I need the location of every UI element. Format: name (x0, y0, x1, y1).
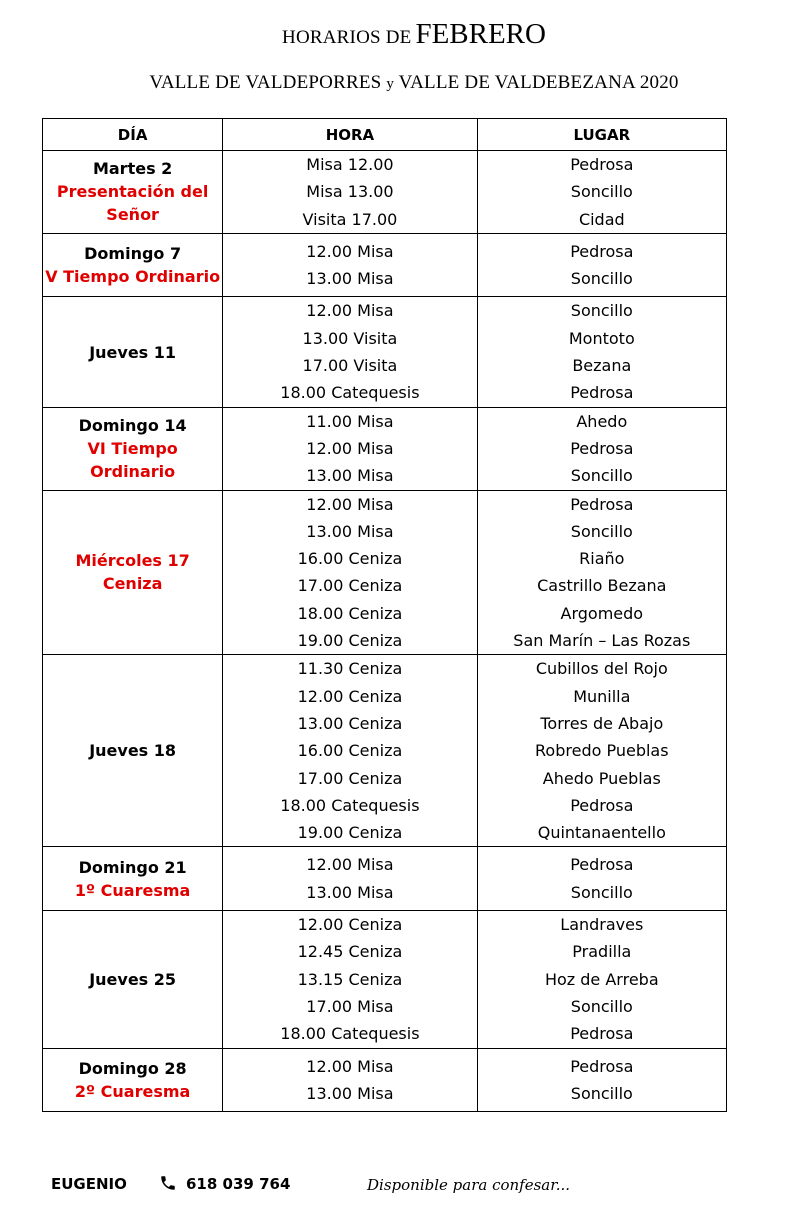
day-label: Jueves 25 (89, 969, 177, 989)
table-row (43, 233, 727, 297)
day-cell (43, 490, 223, 655)
place-cell (477, 655, 726, 847)
time-entry: 12.00 Misa (306, 241, 394, 261)
schedule-table (42, 118, 727, 1112)
place-entry: Bezana (572, 356, 632, 376)
time-entry: 12.00 Ceniza (297, 686, 403, 706)
contact-phone: 618 039 764 (186, 1175, 291, 1193)
time-entry: 13.00 Misa (306, 521, 394, 541)
day-label: Martes 2 (92, 159, 173, 179)
place-entry: Soncillo (570, 269, 633, 289)
time-entry: 17.00 Ceniza (297, 576, 403, 596)
day-cell (43, 297, 223, 407)
time-entry: 12.00 Misa (306, 855, 394, 875)
day-cell (43, 911, 223, 1048)
time-entry: 12.00 Misa (306, 494, 394, 514)
footer (0, 1175, 795, 1199)
place-entry: Soncillo (570, 182, 633, 202)
time-cell (223, 655, 477, 847)
place-cell (477, 911, 726, 1048)
time-entry: 13.00 Ceniza (297, 713, 403, 733)
place-entry: San Marín – Las Rozas (513, 631, 691, 651)
time-entry: 18.00 Catequesis (280, 383, 420, 403)
liturgical-note: VI Tiempo Ordinario (87, 439, 178, 482)
title-month: FEBRERO (415, 18, 546, 50)
place-entry: Soncillo (570, 882, 633, 902)
place-entry: Soncillo (570, 301, 633, 321)
title-prefix: HORARIOS DE (282, 27, 412, 48)
table-row (43, 407, 727, 490)
time-entry: 17.00 Visita (302, 356, 398, 376)
time-entry: 11.00 Misa (306, 411, 394, 431)
time-entry: 13.00 Visita (302, 328, 398, 348)
place-entry: Torres de Abajo (540, 713, 664, 733)
table-header-row (43, 119, 727, 151)
liturgical-note: Ceniza (102, 574, 163, 594)
subtitle-valley-a: VALLE DE VALDEPORRES (149, 72, 382, 93)
place-entry: Pedrosa (570, 855, 634, 875)
time-entry: 12.00 Misa (306, 1056, 394, 1076)
place-entry: Pedrosa (570, 494, 634, 514)
day-label: Miércoles 17 (75, 551, 190, 571)
table-row (43, 297, 727, 407)
day-label: Domingo 21 (78, 857, 187, 877)
place-entry: Pedrosa (570, 1056, 634, 1076)
time-entry: 18.00 Ceniza (297, 603, 403, 623)
time-cell (223, 151, 477, 234)
place-entry: Montoto (568, 328, 635, 348)
liturgical-note: 1º Cuaresma (74, 880, 191, 900)
place-entry: Soncillo (570, 996, 633, 1016)
time-entry: 12.00 Ceniza (297, 915, 403, 935)
time-entry: 12.00 Misa (306, 301, 394, 321)
subtitle-conjunction: y (386, 76, 395, 92)
time-cell (223, 297, 477, 407)
table-row (43, 1048, 727, 1112)
page-subtitle (0, 72, 795, 94)
day-label: Jueves 18 (89, 741, 177, 761)
place-cell (477, 233, 726, 297)
place-entry: Hoz de Arreba (544, 969, 659, 989)
phone-icon (159, 1173, 177, 1193)
place-entry: Munilla (573, 686, 631, 706)
day-cell (43, 407, 223, 490)
table-row (43, 655, 727, 847)
day-label: Domingo 7 (84, 244, 182, 264)
place-cell (477, 1048, 726, 1112)
contact-name: EUGENIO (51, 1175, 127, 1193)
day-cell (43, 655, 223, 847)
time-cell (223, 233, 477, 297)
place-entry: Cubillos del Rojo (535, 659, 668, 679)
place-cell (477, 297, 726, 407)
day-label: Domingo 28 (78, 1058, 187, 1078)
time-entry: 12.45 Ceniza (297, 942, 403, 962)
table-row (43, 911, 727, 1048)
time-cell (223, 407, 477, 490)
time-cell (223, 490, 477, 655)
header-time: HORA (223, 119, 477, 151)
place-entry: Soncillo (570, 521, 633, 541)
time-entry: 17.00 Ceniza (297, 768, 403, 788)
day-cell (43, 1048, 223, 1112)
time-entry: 13.00 Misa (306, 269, 394, 289)
liturgical-note: V Tiempo Ordinario (45, 267, 221, 287)
time-entry: 13.00 Misa (306, 466, 394, 486)
day-label: Domingo 14 (78, 416, 187, 436)
place-entry: Ahedo Pueblas (542, 768, 661, 788)
place-entry: Soncillo (570, 1083, 633, 1103)
day-cell (43, 151, 223, 234)
place-entry: Pradilla (572, 942, 632, 962)
place-entry: Pedrosa (570, 795, 634, 815)
place-entry: Pedrosa (570, 241, 634, 261)
table-row (43, 847, 727, 911)
place-cell (477, 490, 726, 655)
table-row (43, 151, 727, 234)
time-cell (223, 847, 477, 911)
time-entry: Misa 12.00 (306, 155, 394, 174)
liturgical-note: Presentación del Señor (56, 182, 209, 225)
time-entry: 11.30 Ceniza (297, 659, 403, 679)
place-entry: Ahedo (576, 411, 628, 431)
place-entry: Robredo Pueblas (535, 741, 669, 761)
time-entry: 16.00 Ceniza (297, 741, 403, 761)
time-entry: 13.00 Misa (306, 882, 394, 902)
liturgical-note: 2º Cuaresma (74, 1081, 191, 1101)
page-title (0, 18, 795, 51)
time-entry: 18.00 Catequesis (280, 1024, 420, 1044)
time-entry: 12.00 Misa (306, 438, 394, 458)
day-cell (43, 847, 223, 911)
time-cell (223, 911, 477, 1048)
day-cell (43, 233, 223, 297)
place-entry: Pedrosa (570, 1024, 634, 1044)
time-entry: 17.00 Misa (306, 996, 394, 1016)
time-entry: 18.00 Catequesis (280, 795, 420, 815)
day-label: Jueves 11 (89, 342, 177, 362)
place-entry: Pedrosa (570, 438, 634, 458)
time-entry: 13.15 Ceniza (297, 969, 403, 989)
time-entry: 19.00 Ceniza (297, 631, 403, 651)
time-entry: Misa 13.00 (306, 182, 394, 202)
time-entry: Visita 17.00 (302, 209, 398, 229)
header-place: LUGAR (477, 119, 726, 151)
time-cell (223, 1048, 477, 1112)
time-entry: 19.00 Ceniza (297, 823, 403, 843)
place-entry: Argomedo (560, 603, 644, 623)
place-cell (477, 151, 726, 234)
place-cell (477, 407, 726, 490)
time-entry: 13.00 Misa (306, 1083, 394, 1103)
place-entry: Soncillo (570, 466, 633, 486)
place-entry: Castrillo Bezana (537, 576, 667, 596)
place-entry: Cidad (578, 209, 625, 229)
confession-note: Disponible para confesar... (367, 1176, 571, 1194)
subtitle-valley-b: VALLE DE VALDEBEZANA 2020 (398, 72, 679, 93)
time-entry: 16.00 Ceniza (297, 549, 403, 569)
place-entry: Pedrosa (570, 155, 634, 174)
place-cell (477, 847, 726, 911)
place-entry: Quintanaentello (537, 823, 666, 843)
header-day: DÍA (43, 119, 223, 151)
place-entry: Landraves (560, 915, 644, 935)
place-entry: Pedrosa (570, 383, 634, 403)
table-row (43, 490, 727, 655)
schedule-body (43, 151, 727, 1112)
place-entry: Riaño (579, 549, 625, 569)
